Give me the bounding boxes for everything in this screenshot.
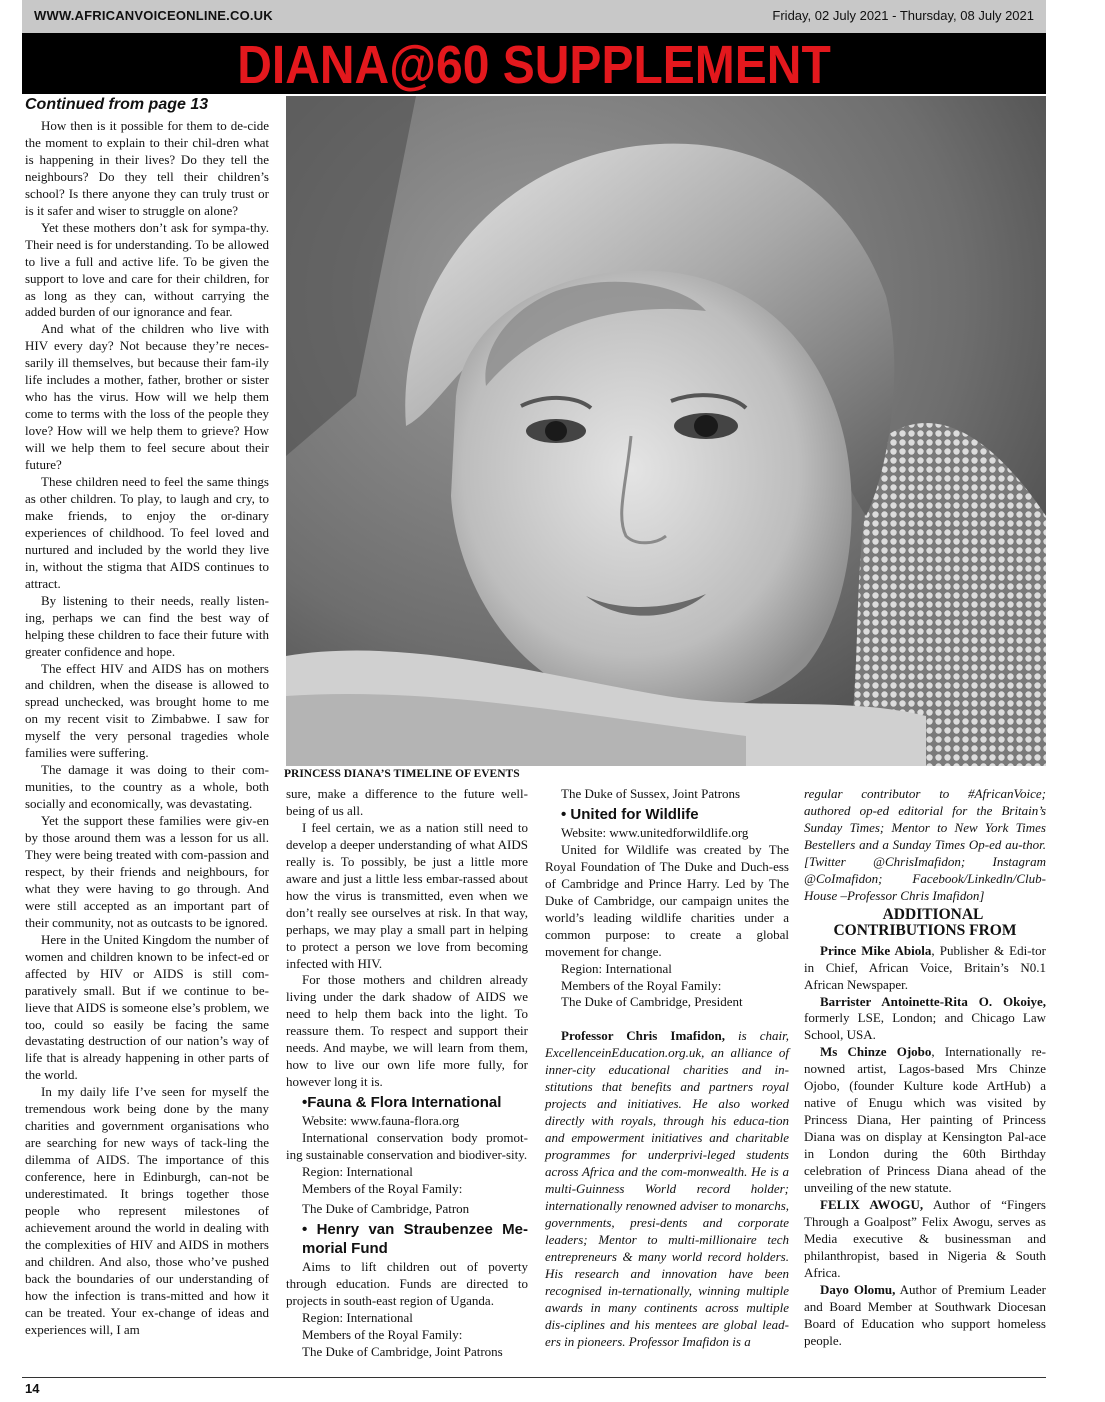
author-bio-continued: regular contributor to #AfricanVoice; authored op-ed editorial for the Britain’s Sunday Times; Mentor to New York Times Bestellers and a Sunday Times Op-ed au-thor. [Twitter @ChrisImafidon; Instagram @CoImafidon; Facebook/Linkedln/Club-House –Professor Chris Imafidon] [804,786,1046,903]
issue-date: Friday, 02 July 2021 - Thursday, 08 July 2021 [772,8,1034,23]
contributions-heading: ADDITIONAL CONTRIBUTIONS FROM [833,905,1017,939]
contributor-text: Author of “Fingers Through a Goalpost” Felix Awogu, serves as Media executive & businessman and philanthropist, based in Nigeria & South Africa. [804,1196,1046,1280]
paragraph: Here in the United Kingdom the number of women and children known to be infect-ed or affected by HIV or AIDS is still com-paratively small. But if we continue to be-lieve that AIDS is someone else’s problem, we too, could so easily be facing the same devastating destruction of our nation’s way of life that is already happening in other parts of the world. [25,931,269,1083]
article-column-1 [25,118,269,1339]
charity-members-label: Members of the Royal Family: [302,1180,463,1196]
page-number: 14 [25,1381,40,1396]
diana-portrait-photo [286,96,1046,766]
charity-members: The Duke of Sussex, Joint Patrons [561,786,741,801]
spacer [545,1011,789,1028]
site-url[interactable]: WWW.AFRICANVOICEONLINE.CO.UK [34,8,273,23]
contributor-text: , Internationally re-nowned artist, Lagos-based Mrs Chinze Ojobo, (founder Kulture kode ArtHub) a native of Enugu which was visited by Princess Diana, Her painting of Princess Diana was on display at Kensington Pal-ace in London during the 60th Birthday celebration of Princess Diana ahead of the unveiling of the new statute. [804,1044,1046,1196]
paragraph: By listening to their needs, really listen-ing, perhaps we can find the best way of helping these children to face their future with greater confidence and hope. [25,592,269,659]
contributor-text: formerly LSE, London; and Chicago Law School, USA. [804,1010,1046,1043]
contributor-name: Dayo Olomu, [820,1281,896,1297]
charity-members: The Duke of Cambridge, Patron [302,1200,470,1216]
charity-members-label: Members of the Royal Family: [561,977,722,993]
charity-title-wildlife: • United for Wildlife [561,805,699,823]
article-column-3 [545,786,789,1351]
banner-title: DIANA@60 SUPPLEMENT [237,36,831,96]
header-bar [22,0,1046,33]
charity-members: The Duke of Cambridge, President [561,994,743,1010]
charity-description: Aims to lift children out of poverty through education. Funds are directed to projects in south-east region of Uganda. [286,1258,528,1308]
contribution-item [804,1282,1046,1350]
author-bio [545,1028,789,1350]
charity-members-label: Members of the Royal Family: [302,1326,463,1342]
charity-members: The Duke of Cambridge, Joint Patrons [302,1343,503,1359]
paragraph: In my daily life I’ve seen for myself the tremendous work being done by the many charities and government organisations who are searching for new ways of tack-ling the dilemma of AIDS. The importance of this conference, here in Edinburgh, can-not be underestimated. It brings together those people who represent milestones of achievement around the world in dealing with the complexities of HIV and AIDS in mothers and children. And also, those who’ve pushed back the boundaries of our understanding of how the infection is trans-mitted and how it can be treated. Your ex-change of ideas and experiences will, I am [25,1084,269,1337]
paragraph: And what of the children who live with HIV every day? Not because they’re neces-sarily ill themselves, but because their fam-ily life includes a mother, father, brother or sister who has the virus. How will we help them come to terms with the loss of the people they love? How will we help them to grieve? How will we help them to feel secure about their future? [25,321,269,473]
contributor-name: Ms Chinze Ojobo [820,1044,932,1060]
paragraph: The damage it was doing to their com-munities, to the country as a whole, both socially and economically, was devastating. [25,762,269,812]
paragraph: Yet these mothers don’t ask for sympa-thy. Their need is for understanding. To be allowed to live a full and active life. To be given the support to love and care for their children, for as long as they can, without carrying the added burden of our ignorance and fear. [25,219,269,320]
contributor-name: Prince Mike Abiola [820,942,932,958]
portrait-illustration [286,96,1046,766]
charity-website[interactable]: Website: www.fauna-flora.org [302,1113,460,1129]
footer-rule [22,1377,1046,1378]
contributor-name: FELIX AWOGU, [820,1196,924,1212]
contributor-text: Author of Premium Leader and Board Member at Southwark Diocesan Board of Education who support homeless people. [804,1281,1047,1348]
contributor-name: Barrister Antoinette-Rita O. Okoiye, [820,993,1046,1009]
paragraph: These children need to feel the same things as other children. To play, to laugh and cry, to make friends, to enjoy the or-dinary experiences of childhood. To feel loved and nurtured and included by the world they live in, without the stigma that AIDS continues to attract. [25,474,269,591]
charity-description: International conservation body promot-ing sustainable conservation and biodiver-sity. [286,1130,528,1163]
contribution-item [804,994,1046,1045]
paragraph: How then is it possible for them to de-cide the moment to explain to their chil-dren what is happening in their lives? Do they tell the neighbours? Do they tell their children’s school? Is there anyone they can truly trust or is it safer and wiser to struggle on alone? [25,118,269,218]
article-column-2 [286,786,528,1361]
charity-region: Region: International [561,960,672,976]
supplement-banner [22,33,1046,94]
author-bio-text: is chair, ExcellenceinEducation.org.uk, an alliance of inner-city educational charities and in-stitutions that benefits and partners royal projects and initiatives. He also worked directly with royals, through his educa-tion and empowerment initiatives and charitable programmes for underprivi-leged students across Africa and the com-monwealth. He is a multi-Guinness World record holder; internationally renowned adviser to monarchs, governments, presi-dents and corporate leaders; Mentor to multi-millionaire tech entrepreneurs & many world record holders. His research and innovation have been recognised in-ternationally, winning multiple awards in many continents across multiple dis-ciplines and his mentees are global lead-ers in pioneers. Professor Imafidon is a [545,1028,789,1349]
author-name: Professor Chris Imafidon, [561,1028,725,1044]
contribution-item [804,1044,1046,1197]
charity-title-fauna: •Fauna & Flora International [302,1094,502,1112]
contribution-item [804,943,1046,994]
paragraph: The effect HIV and AIDS has on mothers and children, when the disease is allowed to spread unchecked, was brought home to me on my recent visit to Zimbabwe. I saw for myself the very personal tragedies whole families were suffering. [25,660,269,761]
contributor-text: , Publisher & Edi-tor in Chief, African Voice, Britain’s N0.1 African Newspaper. [804,942,1046,992]
charity-region: Region: International [302,1309,413,1325]
article-column-4 [804,786,1046,1350]
paragraph: For those mothers and children already living under the dark shadow of AIDS we need to help them back into the light. To reassure them. To respect and support their needs. And maybe, we will learn from them, how to live our own life more fully, for however long it is. [286,972,528,1090]
paragraph: I feel certain, we as a nation still need to develop a deeper understanding of what AIDS really is. To possibly, be just a little more aware and just a little less embar-rassed about how the virus is transmitted, even when we don’t really see ourselves at risk. In that way, perhaps, we may play a small part in helping to protect a person we love from becoming infected with HIV. [286,819,528,971]
charity-region: Region: International [302,1164,413,1180]
paragraph: sure, make a difference to the future well-being of us all. [286,786,528,818]
contribution-item [804,1197,1046,1282]
paragraph: Yet the support these families were giv-en by those around them was a lesson for us all. They were being treated with com-passion and respect, by their friends and neighbours, for what they were having to go through. And were still accepted as an important part of their community, not as outcasts to be ignored. [25,813,269,930]
continued-label: Continued from page 13 [25,96,209,113]
charity-title-henry: • Henry van Straubenzee Me-morial Fund [302,1220,528,1257]
photo-caption: PRINCESS DIANA’S TIMELINE OF EVENTS [284,768,520,780]
charity-website[interactable]: Website: www.unitedforwildlife.org [561,824,749,840]
charity-description: United for Wildlife was created by The Royal Foundation of The Duke and Duch-ess of Cambridge and Prince Harry. Led by The Duke of Cambridge, our campaign unites the world’s leading wildlife charities under a common purpose: to create a global movement for change. [545,841,789,959]
